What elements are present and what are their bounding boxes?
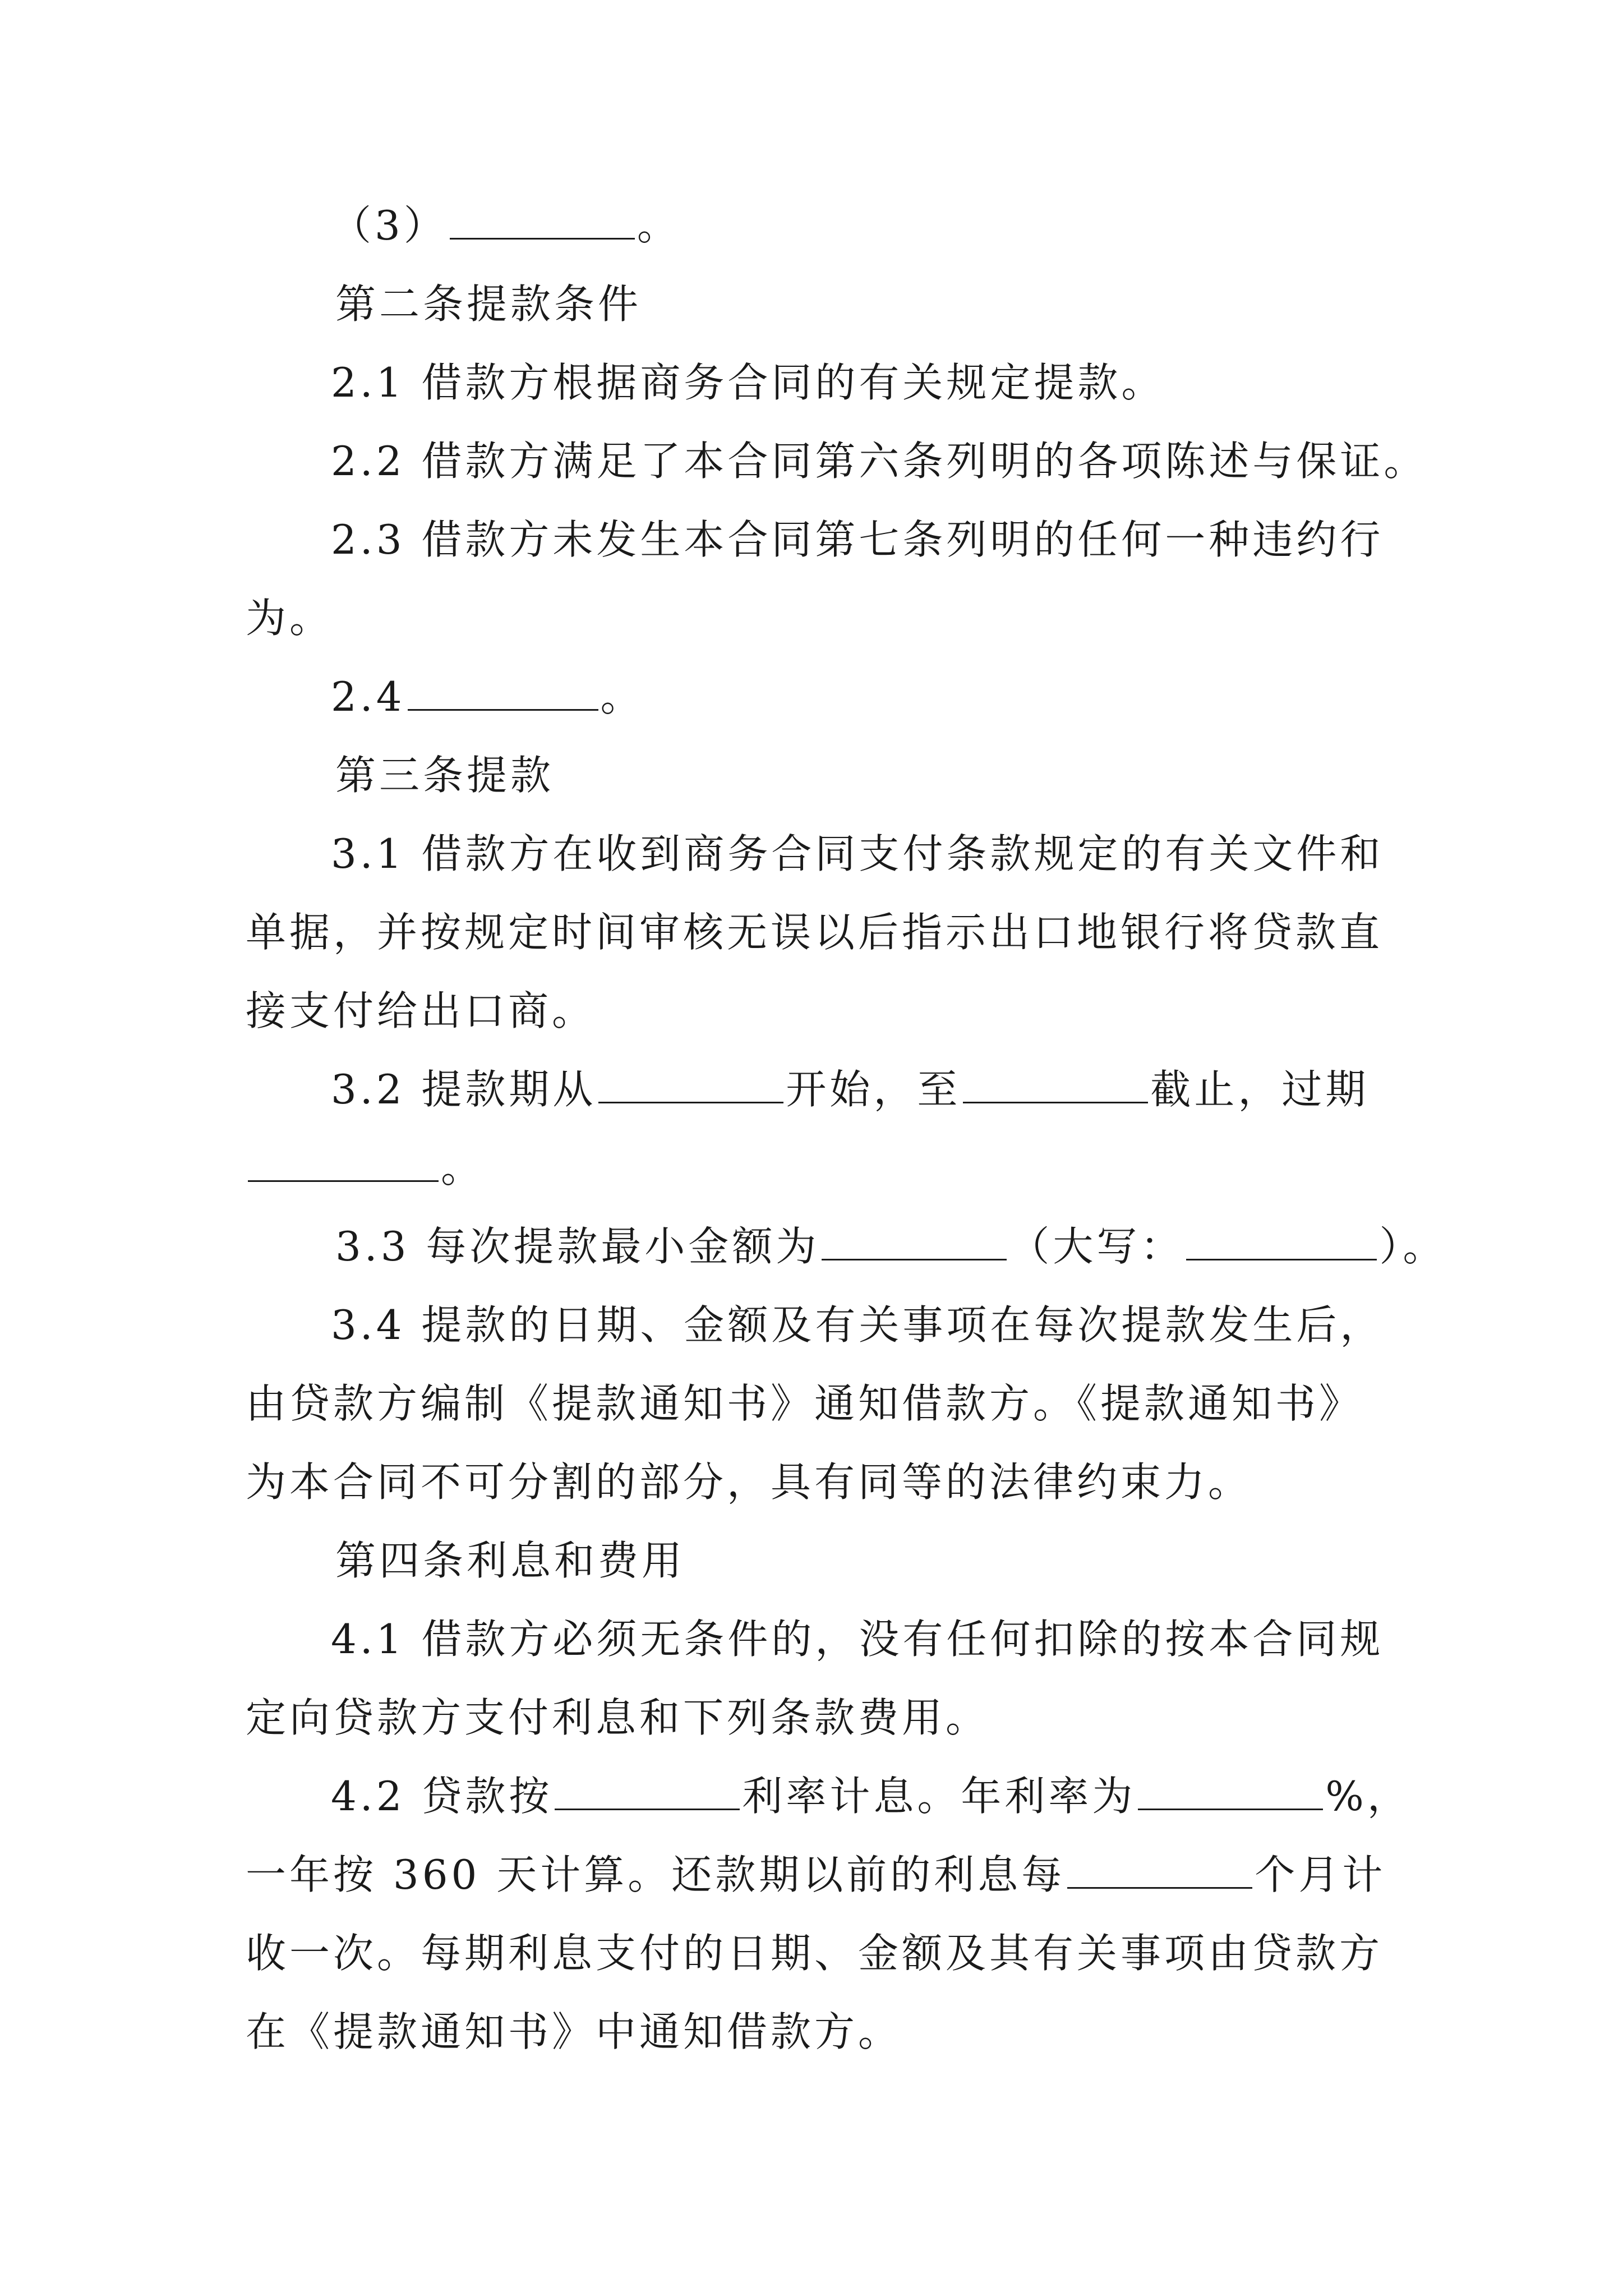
paragraph-4-2-annual-rate-blank bbox=[1138, 1774, 1323, 1810]
paragraph-3-2-text-a: 3.2 提款期从 bbox=[331, 1066, 597, 1113]
paragraph-3-2-text-c: 截止，过期 bbox=[1150, 1066, 1370, 1113]
item-3-line bbox=[331, 197, 681, 254]
article-2-title: 第二条提款条件 bbox=[335, 280, 642, 328]
paragraph-2-2: 2.2 借款方满足了本合同第六条列明的各项陈述与保证。 bbox=[331, 438, 1428, 485]
paragraph-4-1-line-2: 定向贷款方支付利息和下列条款费用。 bbox=[246, 1694, 990, 1741]
paragraph-4-2-line-1 bbox=[331, 1768, 1411, 1824]
paragraph-2-3-line-1: 2.3 借款方未发生本合同第七条列明的任何一种违约行 bbox=[331, 516, 1384, 563]
paragraph-4-2-line-2-text-a: 一年按 360 天计算。还款期以前的利息每 bbox=[246, 1851, 1066, 1898]
item-3-prefix: （3） bbox=[331, 202, 448, 249]
paragraph-3-4-line-3: 为本合同不可分割的部分，具有同等的法律约束力。 bbox=[246, 1458, 1252, 1506]
item-3-blank bbox=[450, 203, 635, 240]
article-3-title: 第三条提款 bbox=[335, 752, 555, 799]
paragraph-3-2-text-b: 开始，至 bbox=[786, 1066, 961, 1113]
paragraph-3-3-amount-blank bbox=[822, 1224, 1007, 1260]
paragraph-3-4-line-1: 3.4 提款的日期、金额及有关事项在每次提款发生后， bbox=[331, 1301, 1384, 1349]
paragraph-4-2-line-2 bbox=[246, 1847, 1386, 1903]
paragraph-3-2-start-blank bbox=[598, 1067, 783, 1103]
paragraph-4-2-line-4: 在《提款通知书》中通知借款方。 bbox=[246, 2008, 902, 2055]
paragraph-2-3-line-2: 为。 bbox=[246, 595, 334, 642]
paragraph-3-2-expiry-blank bbox=[248, 1145, 439, 1182]
paragraph-4-2-rate-type-blank bbox=[555, 1774, 740, 1810]
paragraph-3-2-line-2 bbox=[246, 1140, 485, 1196]
paragraph-3-2-end-blank bbox=[963, 1067, 1148, 1103]
item-3-suffix: 。 bbox=[637, 202, 681, 249]
article-4-title: 第四条利息和费用 bbox=[335, 1537, 686, 1584]
paragraph-4-2-months-blank bbox=[1067, 1852, 1252, 1889]
paragraph-4-2-text-b: 利率计息。年利率为 bbox=[742, 1773, 1136, 1820]
paragraph-3-4-line-2: 由贷款方编制《提款通知书》通知借款方。《提款通知书》 bbox=[246, 1380, 1363, 1427]
paragraph-2-4-line bbox=[331, 669, 644, 725]
paragraph-2-1: 2.1 借款方根据商务合同的有关规定提款。 bbox=[331, 359, 1165, 406]
paragraph-3-2-line-2-suffix: 。 bbox=[441, 1144, 485, 1191]
paragraph-3-3-text-b: （大写： bbox=[1009, 1223, 1184, 1270]
paragraph-3-2-line-1 bbox=[331, 1061, 1369, 1117]
paragraph-2-4-blank bbox=[408, 674, 598, 711]
paragraph-3-1-line-1: 3.1 借款方在收到商务合同支付条款规定的有关文件和 bbox=[331, 830, 1384, 877]
paragraph-2-4-suffix: 。 bbox=[600, 673, 644, 720]
paragraph-4-2-line-3: 收一次。每期利息支付的日期、金额及其有关事项由贷款方 bbox=[246, 1930, 1384, 1977]
paragraph-4-2-text-c: %， bbox=[1325, 1773, 1411, 1820]
paragraph-3-3-line bbox=[335, 1218, 1446, 1274]
paragraph-3-1-line-2: 单据，并按规定时间审核无误以后指示出口地银行将贷款直 bbox=[246, 909, 1384, 956]
paragraph-4-1-line-1: 4.1 借款方必须无条件的，没有任何扣除的按本合同规 bbox=[331, 1616, 1384, 1663]
paragraph-2-4-prefix: 2.4 bbox=[331, 673, 405, 720]
paragraph-3-3-text-a: 3.3 每次提款最小金额为 bbox=[335, 1223, 820, 1270]
paragraph-4-2-line-2-text-b: 个月计 bbox=[1255, 1851, 1386, 1898]
paragraph-3-1-line-3: 接支付给出口商。 bbox=[246, 987, 596, 1034]
paragraph-4-2-text-a: 4.2 贷款按 bbox=[331, 1773, 553, 1820]
paragraph-3-3-capital-blank bbox=[1186, 1224, 1377, 1260]
paragraph-3-3-text-c: ）。 bbox=[1379, 1223, 1447, 1270]
